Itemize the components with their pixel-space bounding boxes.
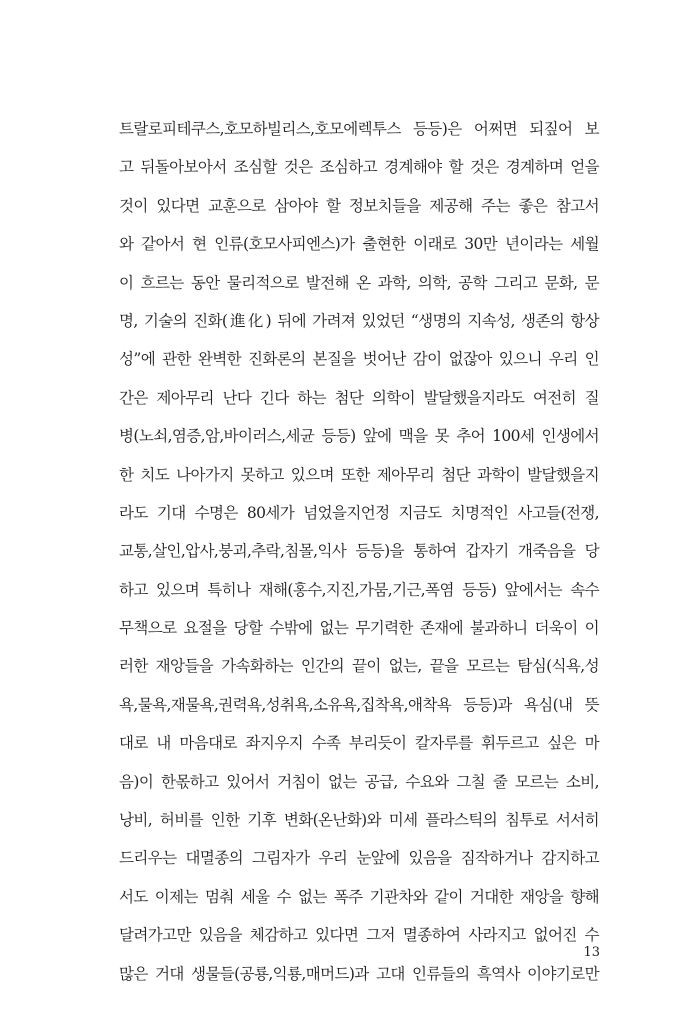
text-line: 성”에 관한 완벽한 진화론의 본질을 벗어난 감이 없잖아 있으니 우리 인: [119, 350, 599, 369]
text-line: 러한 재앙들을 가속화하는 인간의 끝이 없는, 끝을 모르는 탐심(식욕,성: [119, 657, 599, 676]
text-line: 명, 기술의 진화(進化) 뒤에 가려져 있었던 “생명의 지속성, 생존의 항상: [119, 311, 599, 330]
text-line: 고 뒤돌아보아서 조심할 것은 조심하고 경계해야 할 것은 경계하며 얻을: [119, 158, 599, 177]
text-line: 낭비, 허비를 인한 기후 변화(온난화)와 미세 플라스틱의 침투로 서서히: [119, 811, 599, 830]
text-line: 하고 있으며 특히나 재해(홍수,지진,가뭄,기근,폭염 등등) 앞에서는 속수: [119, 580, 599, 599]
text-line: 욕,물욕,재물욕,권력욕,성취욕,소유욕,집착욕,애착욕 등등)과 욕심(내 뜻: [119, 695, 599, 714]
body-text: [119, 110, 599, 993]
text-line: 라도 기대 수명은 80세가 넘었을지언정 지금도 치명적인 사고들(전쟁,: [119, 503, 599, 522]
text-line: 병(노쇠,염증,암,바이러스,세균 등등) 앞에 맥을 못 추어 100세 인생에서: [119, 427, 599, 446]
text-line: 간은 제아무리 난다 긴다 하는 첨단 의학이 발달했을지라도 여전히 질: [119, 388, 599, 407]
text-line: 무책으로 요절을 당할 수밖에 없는 무기력한 존재에 불과하니 더욱이 이: [119, 619, 599, 638]
text-line: 트랄로피테쿠스,호모하빌리스,호모에렉투스 등등)은 어쩌면 되짚어 보: [119, 120, 599, 138]
text-line: 한 치도 나아가지 못하고 있으며 또한 제아무리 첨단 과학이 발달했을지: [119, 465, 599, 484]
text-line: 교통,살인,압사,붕괴,추락,침몰,익사 등등)을 통하여 갑자기 개죽음을 당: [119, 542, 599, 561]
text-line: 대로 내 마음대로 좌지우지 수족 부리듯이 칼자루를 휘두르고 싶은 마: [119, 734, 599, 753]
page-number: 13: [583, 945, 600, 960]
text-line: 이 흐르는 동안 물리적으로 발전해 온 과학, 의학, 공학 그리고 문화, 문: [119, 273, 599, 292]
text-line: 많은 거대 생물들(공룡,익룡,매머드)과 고대 인류들의 흑역사 이야기로만: [119, 964, 599, 983]
text-line: 음)이 한몫하고 있어서 거침이 없는 공급, 수요와 그칠 줄 모르는 소비,: [119, 772, 599, 791]
text-line: 드리우는 대멸종의 그림자가 우리 눈앞에 있음을 짐작하거나 감지하고: [119, 849, 599, 868]
text-line: 와 같아서 현 인류(호모사피엔스)가 출현한 이래로 30만 년이라는 세월: [119, 235, 599, 254]
text-line: 달려가고만 있음을 체감하고 있다면 그저 멸종하여 사라지고 없어진 수: [119, 926, 599, 945]
text-line: 서도 이제는 멈춰 세울 수 없는 폭주 기관차와 같이 거대한 재앙을 향해: [119, 887, 599, 906]
text-line: 것이 있다면 교훈으로 삼아야 할 정보치들을 제공해 주는 좋은 참고서: [119, 196, 599, 215]
